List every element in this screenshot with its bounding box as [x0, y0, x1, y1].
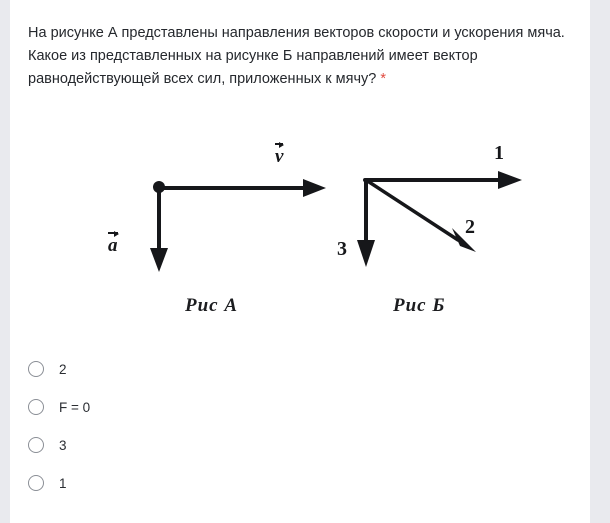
figure-a-caption: Рис А: [185, 295, 239, 316]
figure-b-group: [357, 171, 522, 267]
acceleration-vector-label: [108, 232, 118, 257]
direction-label-3: 3: [337, 238, 347, 260]
radio-button-icon[interactable]: [28, 475, 44, 491]
option-row[interactable]: [28, 388, 573, 426]
option-label: 2: [59, 361, 67, 377]
option-label: F = 0: [59, 399, 91, 415]
option-row[interactable]: [28, 350, 573, 388]
velocity-letter: v: [275, 146, 284, 167]
figure-b-caption: Рис Б: [393, 295, 446, 316]
question-text: [28, 22, 573, 91]
vector-arrow-bar: [108, 232, 118, 234]
figure-a-group: [150, 179, 326, 272]
acceleration-letter: a: [108, 235, 118, 256]
radio-button-icon[interactable]: [28, 437, 44, 453]
question-card: [10, 0, 590, 523]
answer-options: [28, 350, 573, 502]
vector-arrow-bar: [275, 143, 283, 145]
option-label: 1: [59, 475, 67, 491]
option-row[interactable]: [28, 464, 573, 502]
option-label: 3: [59, 437, 67, 453]
direction-label-1: 1: [494, 142, 504, 164]
velocity-vector-label: [275, 143, 283, 168]
required-asterisk: *: [380, 71, 387, 87]
figure-svg: [28, 130, 573, 330]
direction-label-2: 2: [465, 216, 475, 238]
radio-button-icon[interactable]: [28, 361, 44, 377]
question-body: На рисунке А представлены направления векторов скорости и ускорения мяча. Какое из представленных на рисунке Б направлений имеет вектор равнодействующей всех сил, приложенных к мячу?: [28, 25, 565, 87]
option-row[interactable]: [28, 426, 573, 464]
radio-button-icon[interactable]: [28, 399, 44, 415]
